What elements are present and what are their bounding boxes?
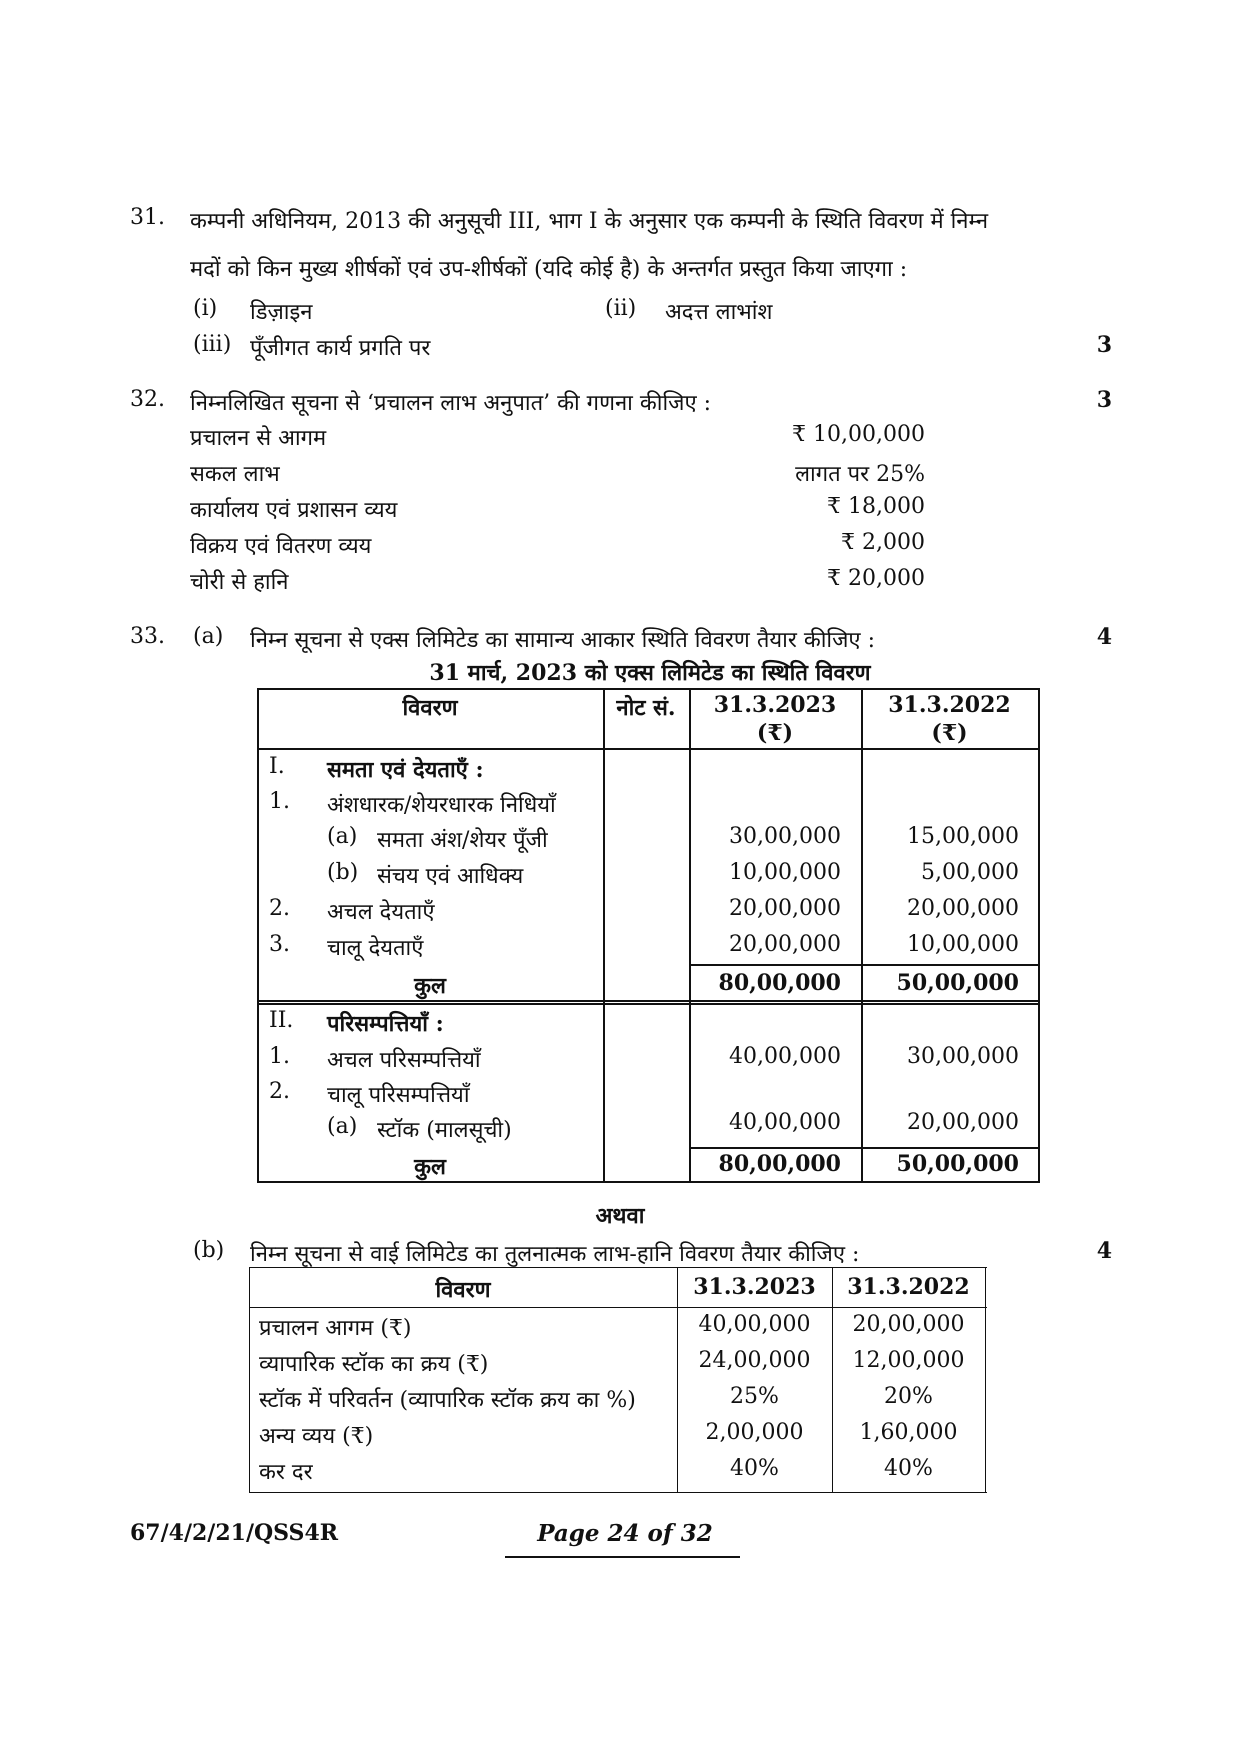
- comparative-pl-table: [249, 1267, 987, 1493]
- q31-item-ii-roman: (ii): [605, 296, 637, 321]
- row-number: 2.: [269, 896, 290, 921]
- q31-item-i-text: डिज़ाइन: [250, 300, 313, 325]
- row-number: (a): [327, 824, 358, 849]
- value-2023: 40,00,000: [698, 1312, 811, 1337]
- row-label: व्यापारिक स्टॉक का क्रय (₹): [259, 1352, 489, 1377]
- q32-row-value: ₹ 2,000: [841, 530, 925, 555]
- row-label: प्रचालन आगम (₹): [259, 1316, 412, 1341]
- q31-item-iii-roman: (iii): [193, 332, 232, 357]
- value-2022: 20,00,000: [852, 1312, 965, 1337]
- q32-row-value: लागत पर 25%: [795, 462, 925, 487]
- value-2023: 2,00,000: [705, 1420, 804, 1445]
- row-number: (b): [327, 860, 359, 885]
- value-2022: 30,00,000: [907, 1044, 1019, 1069]
- header-note: नोट सं.: [616, 695, 676, 721]
- row-number: 2.: [269, 1079, 290, 1104]
- value-2022: 40%: [884, 1456, 933, 1481]
- row-label: अंशधारक/शेयरधारक निधियाँ: [327, 793, 556, 818]
- row-label: अचल देयताएँ: [327, 900, 435, 925]
- value-2022: 15,00,000: [907, 824, 1019, 849]
- value-2022: 1,60,000: [859, 1420, 958, 1445]
- q33a-marks: 4: [1096, 624, 1112, 650]
- row-number: (a): [327, 1114, 358, 1139]
- total-2022: 50,00,000: [896, 1151, 1019, 1177]
- row-label: स्टॉक में परिवर्तन (व्यापारिक स्टॉक क्रय का %): [259, 1388, 636, 1413]
- or-separator: अथवा: [595, 1203, 645, 1229]
- value-2022: 10,00,000: [907, 932, 1019, 957]
- value-2023: 30,00,000: [729, 824, 841, 849]
- section-number: I.: [269, 754, 285, 779]
- balance-sheet-table: [257, 688, 1039, 1183]
- q32-text: निम्नलिखित सूचना से ‘प्रचालन लाभ अनुपात’ की गणना कीजिए :: [190, 391, 712, 416]
- section-label: परिसम्पत्तियाँ :: [327, 1011, 444, 1037]
- section-label: समता एवं देयताएँ :: [327, 757, 484, 783]
- page-number: Page 24 of 32: [537, 1520, 713, 1547]
- value-2023: 20,00,000: [729, 932, 841, 957]
- header-particulars: विवरण: [402, 695, 458, 721]
- row-label: समता अंश/शेयर पूँजी: [377, 828, 548, 853]
- value-2023: 40,00,000: [729, 1044, 841, 1069]
- q32-number: 32.: [130, 387, 165, 412]
- row-label: चालू परिसम्पत्तियाँ: [327, 1083, 470, 1108]
- header-2022: 31.3.2022: [847, 1274, 970, 1300]
- q33-part-b: (b): [193, 1238, 225, 1263]
- q32-row-label: चोरी से हानि: [190, 570, 289, 595]
- row-number: 3.: [269, 932, 290, 957]
- q33b-text: निम्न सूचना से वाई लिमिटेड का तुलनात्मक लाभ-हानि विवरण तैयार कीजिए :: [250, 1242, 860, 1267]
- q31-marks: 3: [1096, 332, 1112, 358]
- q31-number: 31.: [130, 205, 165, 230]
- value-2022: 20%: [884, 1384, 933, 1409]
- row-label: चालू देयताएँ: [327, 936, 424, 961]
- header-particulars: विवरण: [435, 1277, 491, 1303]
- q32-row-label: प्रचालन से आगम: [190, 426, 327, 451]
- q31-item-ii-text: अदत्त लाभांश: [665, 300, 773, 325]
- value-2023: 10,00,000: [729, 860, 841, 885]
- q31-text-line2: मदों को किन मुख्य शीर्षकों एवं उप-शीर्षकों (यदि कोई है) के अन्तर्गत प्रस्तुत किया जाएगा :: [190, 257, 908, 282]
- value-2022: 20,00,000: [907, 1110, 1019, 1135]
- value-2023: 40%: [730, 1456, 779, 1481]
- row-number: 1.: [269, 1044, 290, 1069]
- header-2023: 31.3.2023: [713, 692, 837, 718]
- q33-part-a: (a): [193, 624, 224, 649]
- row-label: कर दर: [259, 1460, 313, 1485]
- table-a-title: 31 मार्च, 2023 को एक्स लिमिटेड का स्थिति विवरण: [429, 660, 871, 686]
- value-2023: 25%: [730, 1384, 779, 1409]
- q32-row-value: ₹ 18,000: [827, 494, 925, 519]
- q31-item-iii-text: पूँजीगत कार्य प्रगति पर: [250, 336, 431, 361]
- q32-row-label: विक्रय एवं वितरण व्यय: [190, 534, 372, 559]
- row-label: अन्य व्यय (₹): [259, 1424, 374, 1449]
- q31-text-line1: कम्पनी अधिनियम, 2013 की अनुसूची III, भाग I के अनुसार एक कम्पनी के स्थिति विवरण में निम्न: [190, 209, 989, 234]
- total-2023: 80,00,000: [718, 1151, 841, 1177]
- value-2023: 40,00,000: [729, 1110, 841, 1135]
- q32-row-value: ₹ 10,00,000: [792, 422, 925, 447]
- total-label: कुल: [414, 1154, 446, 1180]
- q33-number: 33.: [130, 624, 165, 649]
- total-2023: 80,00,000: [718, 970, 841, 996]
- value-2023: 24,00,000: [698, 1348, 811, 1373]
- row-label: संचय एवं आधिक्य: [377, 864, 524, 889]
- value-2022: 5,00,000: [921, 860, 1019, 885]
- paper-code: 67/4/2/21/QSS4R: [130, 1520, 339, 1546]
- q33a-text: निम्न सूचना से एक्स लिमिटेड का सामान्य आकार स्थिति विवरण तैयार कीजिए :: [250, 628, 876, 653]
- q32-row-value: ₹ 20,000: [827, 566, 925, 591]
- row-label: अचल परिसम्पत्तियाँ: [327, 1048, 481, 1073]
- row-label: स्टॉक (मालसूची): [377, 1118, 512, 1143]
- q33b-marks: 4: [1096, 1238, 1112, 1264]
- page-underline: [505, 1556, 740, 1558]
- q32-row-label: सकल लाभ: [190, 462, 280, 487]
- q31-item-i-roman: (i): [193, 296, 218, 321]
- value-2022: 12,00,000: [852, 1348, 965, 1373]
- row-number: 1.: [269, 789, 290, 814]
- q32-row-label: कार्यालय एवं प्रशासन व्यय: [190, 498, 398, 523]
- q32-marks: 3: [1096, 387, 1112, 413]
- total-label: कुल: [414, 973, 446, 999]
- section-number: II.: [269, 1008, 294, 1033]
- header-2023: 31.3.2023: [693, 1274, 816, 1300]
- header-2022: 31.3.2022: [888, 692, 1011, 718]
- value-2022: 20,00,000: [907, 896, 1019, 921]
- header-2022-unit: (₹): [931, 720, 968, 746]
- total-2022: 50,00,000: [896, 970, 1019, 996]
- header-2023-unit: (₹): [756, 720, 794, 746]
- value-2023: 20,00,000: [729, 896, 841, 921]
